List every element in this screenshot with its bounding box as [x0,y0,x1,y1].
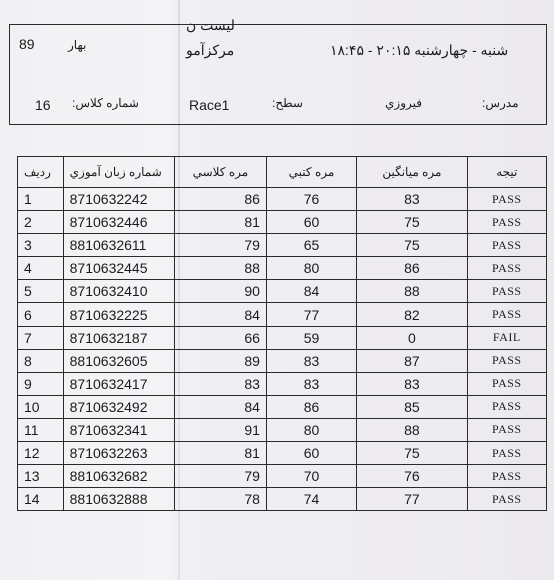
grades-table [17,156,547,511]
cell-average: 88 [357,280,468,303]
cell-average: 83 [357,372,468,395]
cell-written-score: 60 [266,442,356,465]
cell-student-id: 8710632225 [63,303,174,326]
level-value: Race1 [189,97,230,113]
cell-written-score: 83 [266,372,356,395]
table-row [18,188,547,211]
cell-row-number: 8 [18,349,64,372]
table-row [18,395,547,418]
cell-row-number: 5 [18,280,64,303]
cell-written-score: 70 [266,465,356,488]
table-row [18,465,547,488]
cell-student-id: 8710632263 [63,442,174,465]
cell-row-number: 6 [18,303,64,326]
cell-class-score: 83 [174,372,266,395]
table-row [18,303,547,326]
table-row [18,488,547,511]
table-row [18,442,547,465]
col-header-written-score: مره کتبي [266,157,356,188]
cell-row-number: 11 [18,418,64,441]
cell-student-id: 8710632417 [63,372,174,395]
cell-row-number: 13 [18,465,64,488]
cell-average: 85 [357,395,468,418]
cell-row-number: 2 [18,211,64,234]
table-row [18,234,547,257]
table-row [18,257,547,280]
term-number: 89 [19,36,35,52]
cell-written-score: 65 [266,234,356,257]
cell-row-number: 7 [18,326,64,349]
cell-class-score: 81 [174,442,266,465]
cell-result: PASS [467,211,546,234]
cell-row-number: 10 [18,395,64,418]
cell-class-score: 86 [174,188,266,211]
cell-class-score: 88 [174,257,266,280]
cell-row-number: 14 [18,488,64,511]
cell-written-score: 74 [266,488,356,511]
cell-average: 0 [357,326,468,349]
cell-class-score: 84 [174,395,266,418]
cell-average: 87 [357,349,468,372]
cell-row-number: 4 [18,257,64,280]
cell-result: PASS [467,395,546,418]
cell-result: PASS [467,188,546,211]
cell-written-score: 80 [266,418,356,441]
col-header-student-id: شماره زبان آموزي [63,157,174,188]
cell-result: PASS [467,465,546,488]
cell-class-score: 90 [174,280,266,303]
cell-student-id: 8810632682 [63,465,174,488]
cell-class-score: 66 [174,326,266,349]
cell-average: 75 [357,211,468,234]
cell-written-score: 83 [266,349,356,372]
cell-row-number: 9 [18,372,64,395]
cell-average: 76 [357,465,468,488]
cell-student-id: 8710632187 [63,326,174,349]
cell-average: 82 [357,303,468,326]
cell-average: 88 [357,418,468,441]
cell-result: PASS [467,442,546,465]
cell-result: PASS [467,349,546,372]
cell-written-score: 80 [266,257,356,280]
cell-result: PASS [467,257,546,280]
center-label: مرکزآمو [186,42,235,58]
term-name: بهار [68,38,87,52]
cell-class-score: 78 [174,488,266,511]
teacher-name: فیروزي [385,96,422,110]
col-header-average: مره میانگین [357,157,468,188]
cell-average: 75 [357,234,468,257]
col-header-class-score: مره کلاسي [174,157,266,188]
cell-class-score: 91 [174,418,266,441]
cell-student-id: 8710632492 [63,395,174,418]
table-row [18,372,547,395]
cell-average: 75 [357,442,468,465]
table-row [18,280,547,303]
cell-student-id: 8810632888 [63,488,174,511]
cell-student-id: 8710632410 [63,280,174,303]
cell-average: 77 [357,488,468,511]
cell-result: PASS [467,418,546,441]
cell-row-number: 3 [18,234,64,257]
class-number: 16 [35,97,51,113]
list-title: لیست ن [186,17,235,33]
cell-result: PASS [467,488,546,511]
cell-result: PASS [467,303,546,326]
table-header-row [18,157,547,188]
cell-student-id: 8710632446 [63,211,174,234]
cell-written-score: 59 [266,326,356,349]
cell-average: 86 [357,257,468,280]
cell-student-id: 8710632341 [63,418,174,441]
cell-student-id: 8810632605 [63,349,174,372]
cell-written-score: 76 [266,188,356,211]
cell-result: PASS [467,234,546,257]
col-header-result: تیجه [467,157,546,188]
cell-result: PASS [467,372,546,395]
col-header-row: ردیف [18,157,64,188]
level-label: سطح: [272,96,303,110]
cell-result: FAIL [467,326,546,349]
cell-class-score: 81 [174,211,266,234]
class-number-label: شماره کلاس: [72,96,139,110]
cell-student-id: 8810632611 [63,234,174,257]
cell-class-score: 84 [174,303,266,326]
cell-written-score: 84 [266,280,356,303]
table-row [18,326,547,349]
cell-student-id: 8710632445 [63,257,174,280]
table-row [18,211,547,234]
table-row [18,349,547,372]
cell-class-score: 79 [174,234,266,257]
cell-written-score: 86 [266,395,356,418]
cell-written-score: 60 [266,211,356,234]
cell-written-score: 77 [266,303,356,326]
cell-row-number: 1 [18,188,64,211]
cell-row-number: 12 [18,442,64,465]
cell-class-score: 79 [174,465,266,488]
cell-average: 83 [357,188,468,211]
cell-class-score: 89 [174,349,266,372]
cell-student-id: 8710632242 [63,188,174,211]
teacher-label: مدرس: [482,96,519,110]
schedule: شنبه - چهارشنبه ۲۰:۱۵ - ۱۸:۴۵ [330,42,509,58]
table-row [18,418,547,441]
cell-result: PASS [467,280,546,303]
